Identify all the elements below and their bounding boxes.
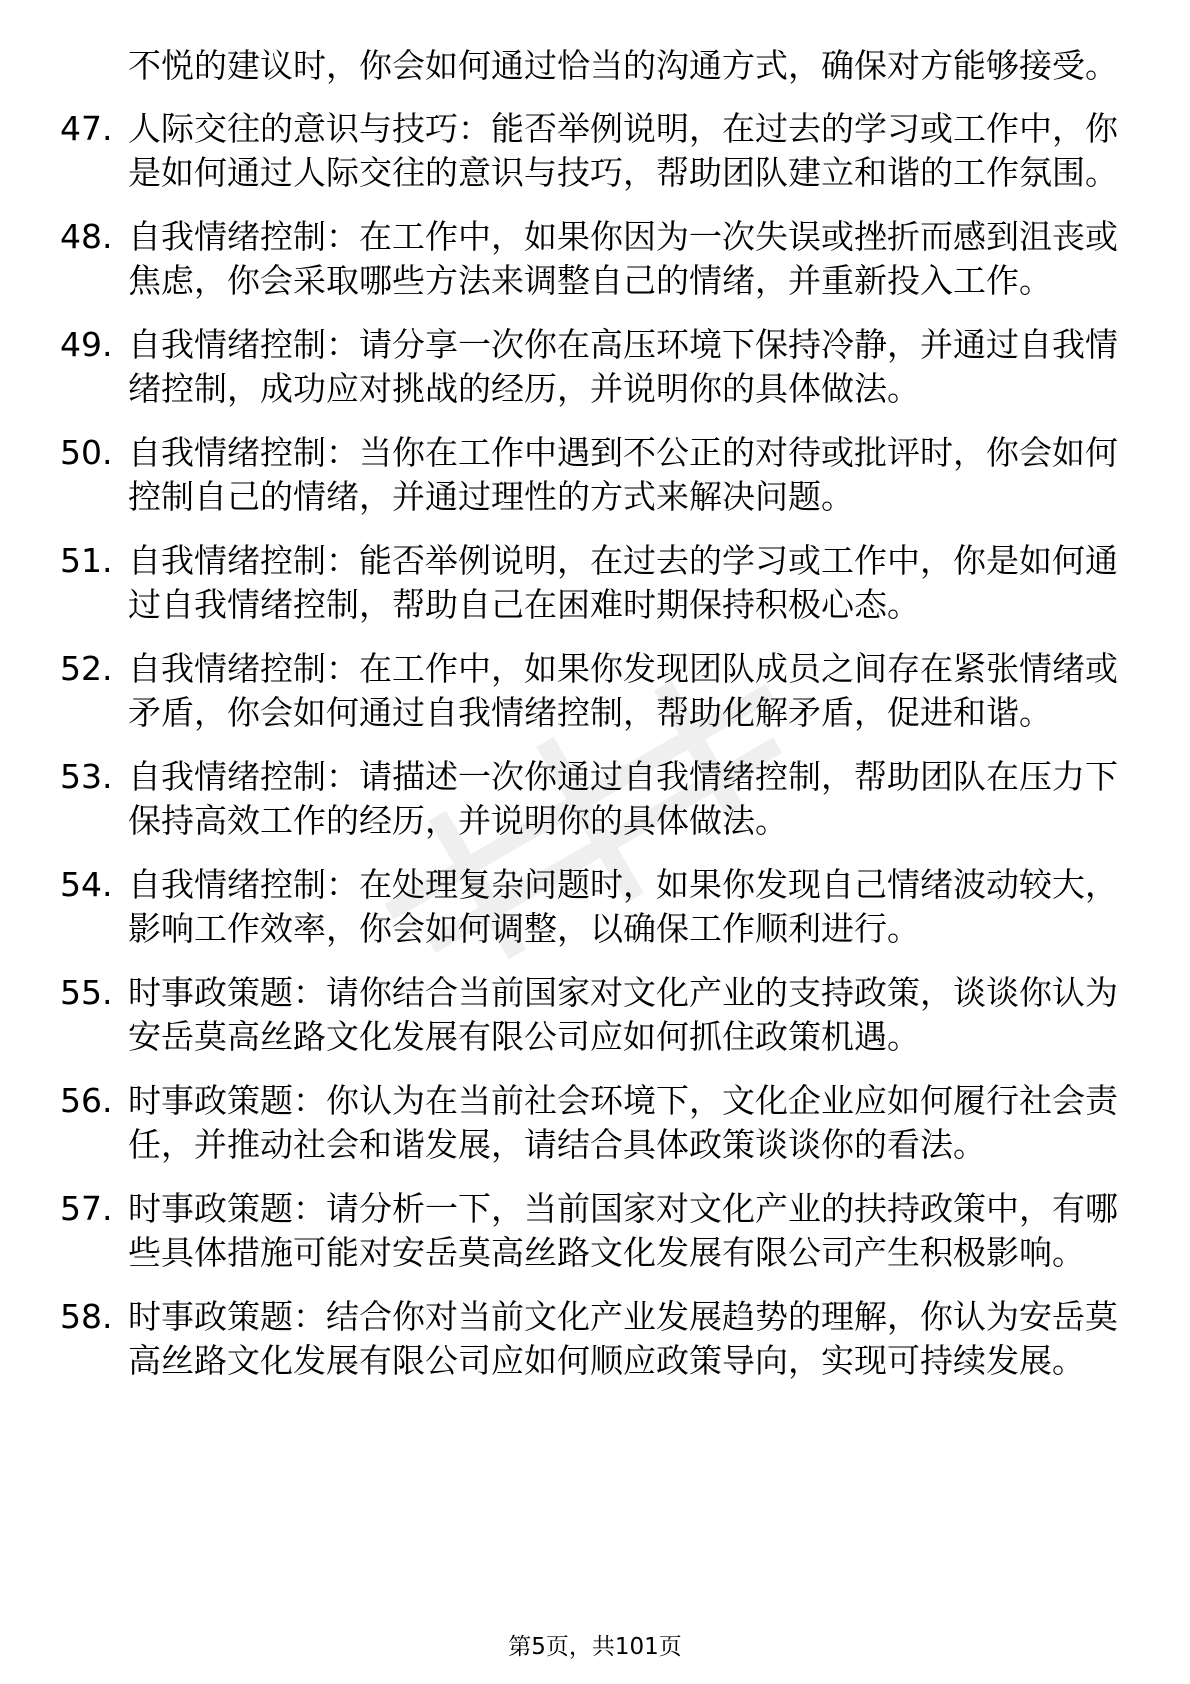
question-item-57 bbox=[60, 1187, 1120, 1275]
question-text: 自我情绪控制：在工作中，如果你发现团队成员之间存在紧张情绪或矛盾，你会如何通过自我情绪控制，帮助化解矛盾，促进和谐。 bbox=[128, 649, 1118, 732]
page-footer: 第5页，共101页 bbox=[508, 1634, 682, 1660]
question-text: 时事政策题：你认为在当前社会环境下，文化企业应如何履行社会责任，并推动社会和谐发展，请结合具体政策谈谈你的看法。 bbox=[128, 1081, 1118, 1164]
question-number: 49. bbox=[60, 325, 113, 364]
question-item-49 bbox=[60, 323, 1120, 411]
question-text: 自我情绪控制：在处理复杂问题时，如果你发现自己情绪波动较大，影响工作效率，你会如何调整，以确保工作顺利进行。 bbox=[128, 865, 1118, 948]
question-item-51 bbox=[60, 539, 1120, 627]
question-number: 47. bbox=[60, 109, 113, 148]
question-text: 人际交往的意识与技巧：能否举例说明，在过去的学习或工作中，你是如何通过人际交往的意识与技巧，帮助团队建立和谐的工作氛围。 bbox=[128, 109, 1118, 192]
question-text: 时事政策题：请你结合当前国家对文化产业的支持政策，谈谈你认为安岳莫高丝路文化发展有限公司应如何抓住政策机遇。 bbox=[128, 973, 1118, 1056]
question-text: 自我情绪控制：能否举例说明，在过去的学习或工作中，你是如何通过自我情绪控制，帮助自己在困难时期保持积极心态。 bbox=[128, 541, 1118, 624]
question-number: 50. bbox=[60, 433, 113, 472]
question-text: 自我情绪控制：请分享一次你在高压环境下保持冷静，并通过自我情绪控制，成功应对挑战的经历，并说明你的具体做法。 bbox=[128, 325, 1118, 408]
question-text: 自我情绪控制：在工作中，如果你因为一次失误或挫折而感到沮丧或焦虑，你会采取哪些方法来调整自己的情绪，并重新投入工作。 bbox=[128, 217, 1118, 300]
question-text: 时事政策题：结合你对当前文化产业发展趋势的理解，你认为安岳莫高丝路文化发展有限公司应如何顺应政策导向，实现可持续发展。 bbox=[128, 1297, 1118, 1380]
question-item-48 bbox=[60, 215, 1120, 303]
question-item-55 bbox=[60, 971, 1120, 1059]
question-text: 自我情绪控制：当你在工作中遇到不公正的对待或批评时，你会如何控制自己的情绪，并通过理性的方式来解决问题。 bbox=[128, 433, 1118, 516]
question-list bbox=[60, 44, 1120, 1403]
question-number: 52. bbox=[60, 649, 113, 688]
question-number: 56. bbox=[60, 1081, 113, 1120]
question-text: 自我情绪控制：请描述一次你通过自我情绪控制，帮助团队在压力下保持高效工作的经历，并说明你的具体做法。 bbox=[128, 757, 1118, 840]
question-number: 51. bbox=[60, 541, 113, 580]
question-text: 时事政策题：请分析一下，当前国家对文化产业的扶持政策中，有哪些具体措施可能对安岳莫高丝路文化发展有限公司产生积极影响。 bbox=[128, 1189, 1118, 1272]
question-number: 58. bbox=[60, 1297, 113, 1336]
question-number: 48. bbox=[60, 217, 113, 256]
question-item-52 bbox=[60, 647, 1120, 735]
question-item-53 bbox=[60, 755, 1120, 843]
question-item-58 bbox=[60, 1295, 1120, 1383]
question-number: 54. bbox=[60, 865, 113, 904]
question-number: 57. bbox=[60, 1189, 113, 1228]
question-item-47 bbox=[60, 107, 1120, 195]
question-number: 55. bbox=[60, 973, 113, 1012]
question-item-54 bbox=[60, 863, 1120, 951]
question-item-50 bbox=[60, 431, 1120, 519]
continued-question-text: 不悦的建议时，你会如何通过恰当的沟通方式，确保对方能够接受。 bbox=[128, 46, 1118, 85]
question-number: 53. bbox=[60, 757, 113, 796]
question-item-56 bbox=[60, 1079, 1120, 1167]
